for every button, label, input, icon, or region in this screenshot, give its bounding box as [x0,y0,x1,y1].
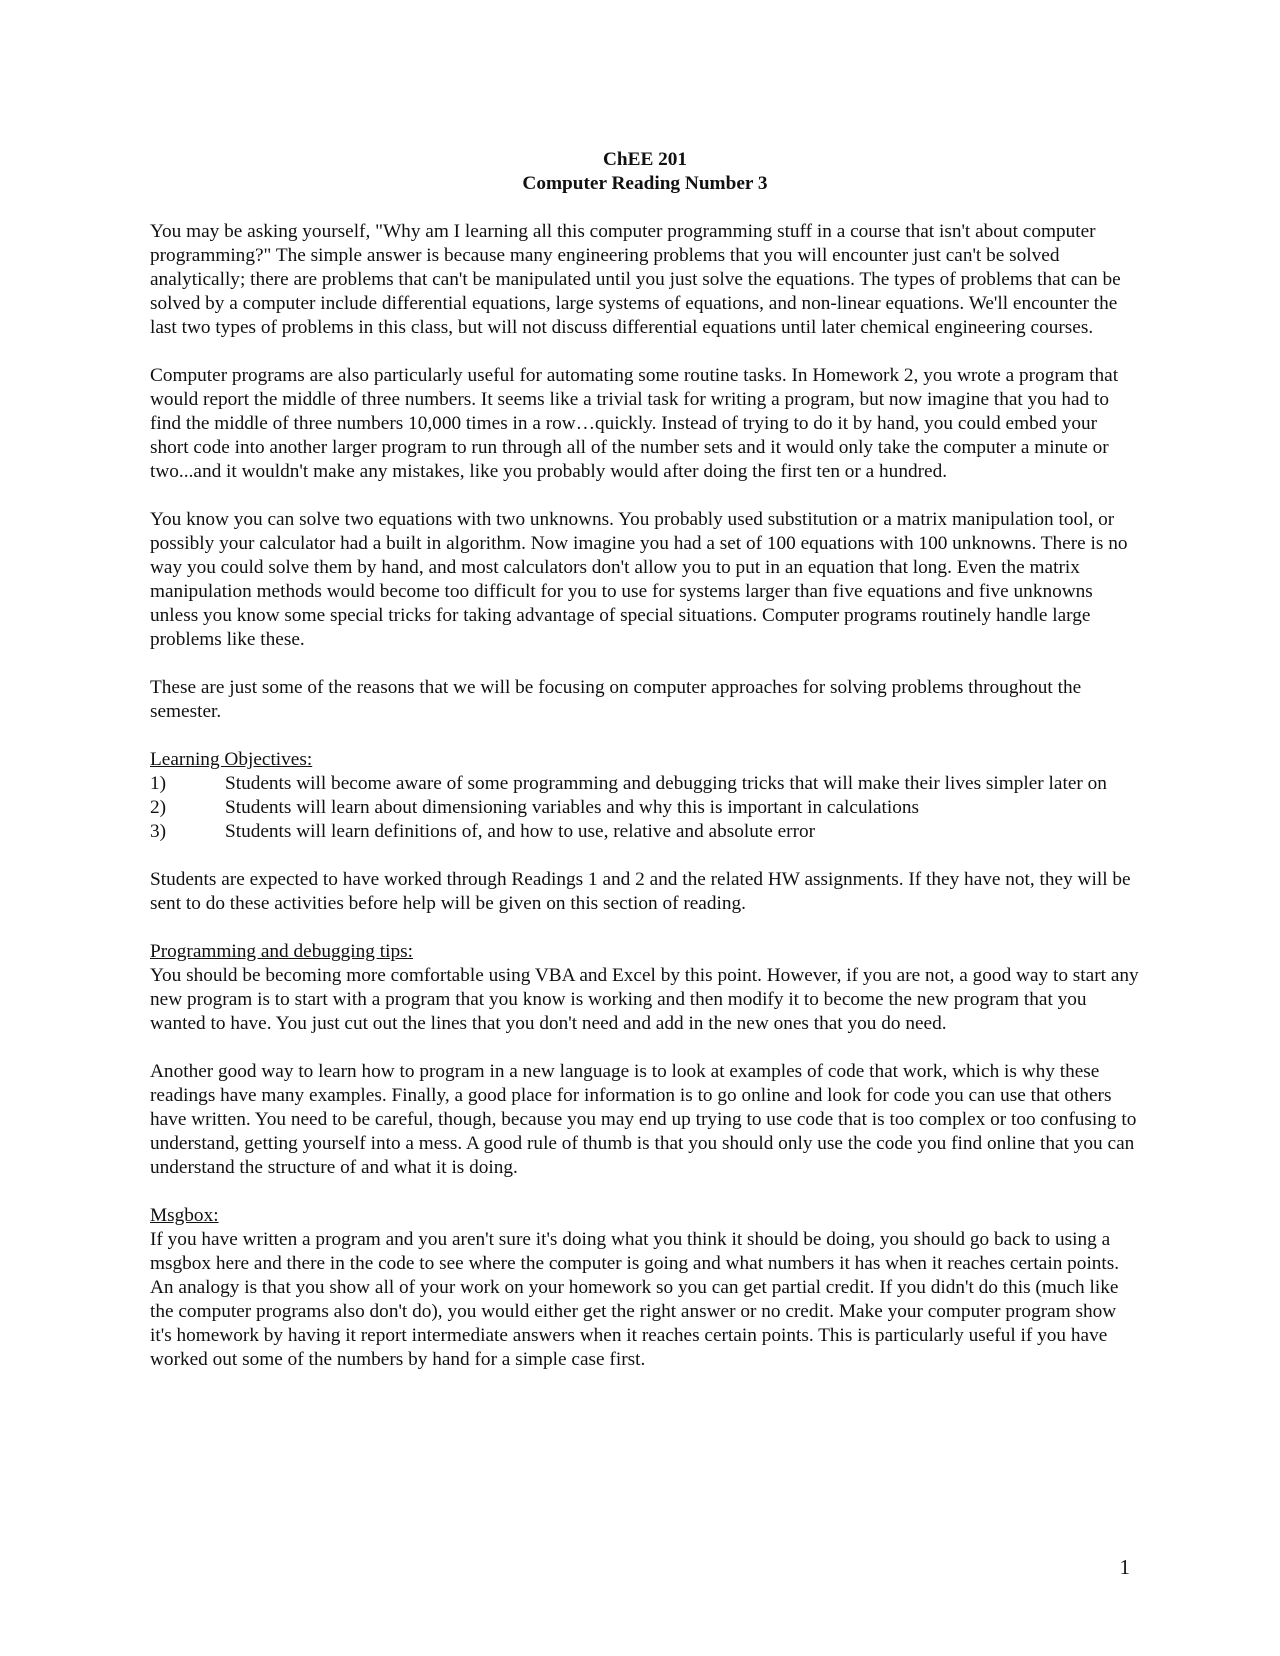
msgbox-heading: Msgbox: [150,1205,219,1226]
list-item-number: 3) [150,821,167,842]
programming-tips-section [150,940,1140,1180]
programming-tips-paragraph-1: You should be becoming more comfortable using VBA and Excel by this point. However, if you are not, a good way to start any new program is to start with a program that you know is working and then modify it to become the new program that you wanted to have. You just cut out the lines that you don't need and add in the new ones that you do need. [150,965,1139,1034]
prerequisites-paragraph: Students are expected to have worked through Readings 1 and 2 and the related HW assignments. If they have not, they will be sent to do these activities before help will be given on this section of reading. [150,869,1131,914]
learning-objectives-heading: Learning Objectives: [150,749,313,770]
intro-paragraph-2: Computer programs are also particularly useful for automating some routine tasks. In Homework 2, you wrote a program that would report the middle of three numbers. It seems like a trivial task for writing a program, but now imagine that you had to find the middle of three numbers 10,000 times in a row…quickly. Instead of trying to do it by hand, you could embed your short code into another larger program to run through all of the number sets and it would only take the computer a minute or two...and it wouldn't make any mistakes, like you probably would after doing the first ten or a hundred. [150,365,1119,482]
list-item-text: Students will learn about dimensioning variables and why this is important in calculations [225,797,920,818]
list-item-number: 2) [150,797,167,818]
document-page [150,148,1140,1396]
msgbox-paragraph: If you have written a program and you aren't sure it's doing what you think it should be doing, you should go back to using a msgbox here and there in the code to see where the computer is going and what numbers it has when it reaches certain points. An analogy is that you show all of your work on your homework so you can get partial credit. If you didn't do this (much like the computer programs also don't do), you would either get the right answer or no credit. Make your computer program show it's homework by having it report intermediate answers when it reaches certain points. This is particularly useful if you have worked out some of the numbers by hand for a simple case first. [150,1229,1120,1370]
intro-paragraph-1: You may be asking yourself, "Why am I learning all this computer programming stuff in a course that isn't about computer programming?" The simple answer is because many engineering problems that you will encounter just can't be solved analytically; there are problems that can't be manipulated until you just solve the equations. The types of problems that can be solved by a computer include differential equations, large systems of equations, and non-linear equations. We'll encounter the last two types of problems in this class, but will not discuss differential equations until later chemical engineering courses. [150,221,1121,338]
document-title: Computer Reading Number 3 [522,173,768,194]
list-item-text: Students will become aware of some programming and debugging tricks that will make their lives simpler later on [225,773,1107,794]
programming-tips-heading: Programming and debugging tips: [150,941,413,962]
learning-objectives-section [150,748,1140,844]
programming-tips-paragraph-2: Another good way to learn how to program in a new language is to look at examples of code that work, which is why these readings have many examples. Finally, a good place for information is to go online and look for code you can use that others have written. You need to be careful, though, because you may end up trying to use code that is too complex or too confusing to understand, getting yourself into a mess. A good rule of thumb is that you should only use the code you find online that you can understand the structure of and what it is doing. [150,1061,1137,1178]
course-code: ChEE 201 [602,149,688,170]
msgbox-section [150,1204,1140,1372]
list-item [150,796,1140,820]
list-item-text: Students will learn definitions of, and how to use, relative and absolute error [225,821,816,842]
list-item-number: 1) [150,773,167,794]
list-item [150,820,1140,844]
intro-paragraph-4: These are just some of the reasons that we will be focusing on computer approaches for solving problems throughout the semester. [150,677,1082,722]
intro-paragraph-3: You know you can solve two equations with two unknowns. You probably used substitution or a matrix manipulation tool, or possibly your calculator had a built in algorithm. Now imagine you had a set of 100 equations with 100 unknowns. There is no way you could solve them by hand, and most calculators don't allow you to put in an equation that long. Even the matrix manipulation methods would become too difficult for you to use for systems larger than five equations and five unknowns unless you know some special tricks for taking advantage of special situations. Computer programs routinely handle large problems like these. [150,509,1128,650]
list-item [150,772,1140,796]
learning-objectives-list [150,772,1140,844]
document-header [150,148,1140,196]
page-number: 1 [1119,1555,1130,1579]
